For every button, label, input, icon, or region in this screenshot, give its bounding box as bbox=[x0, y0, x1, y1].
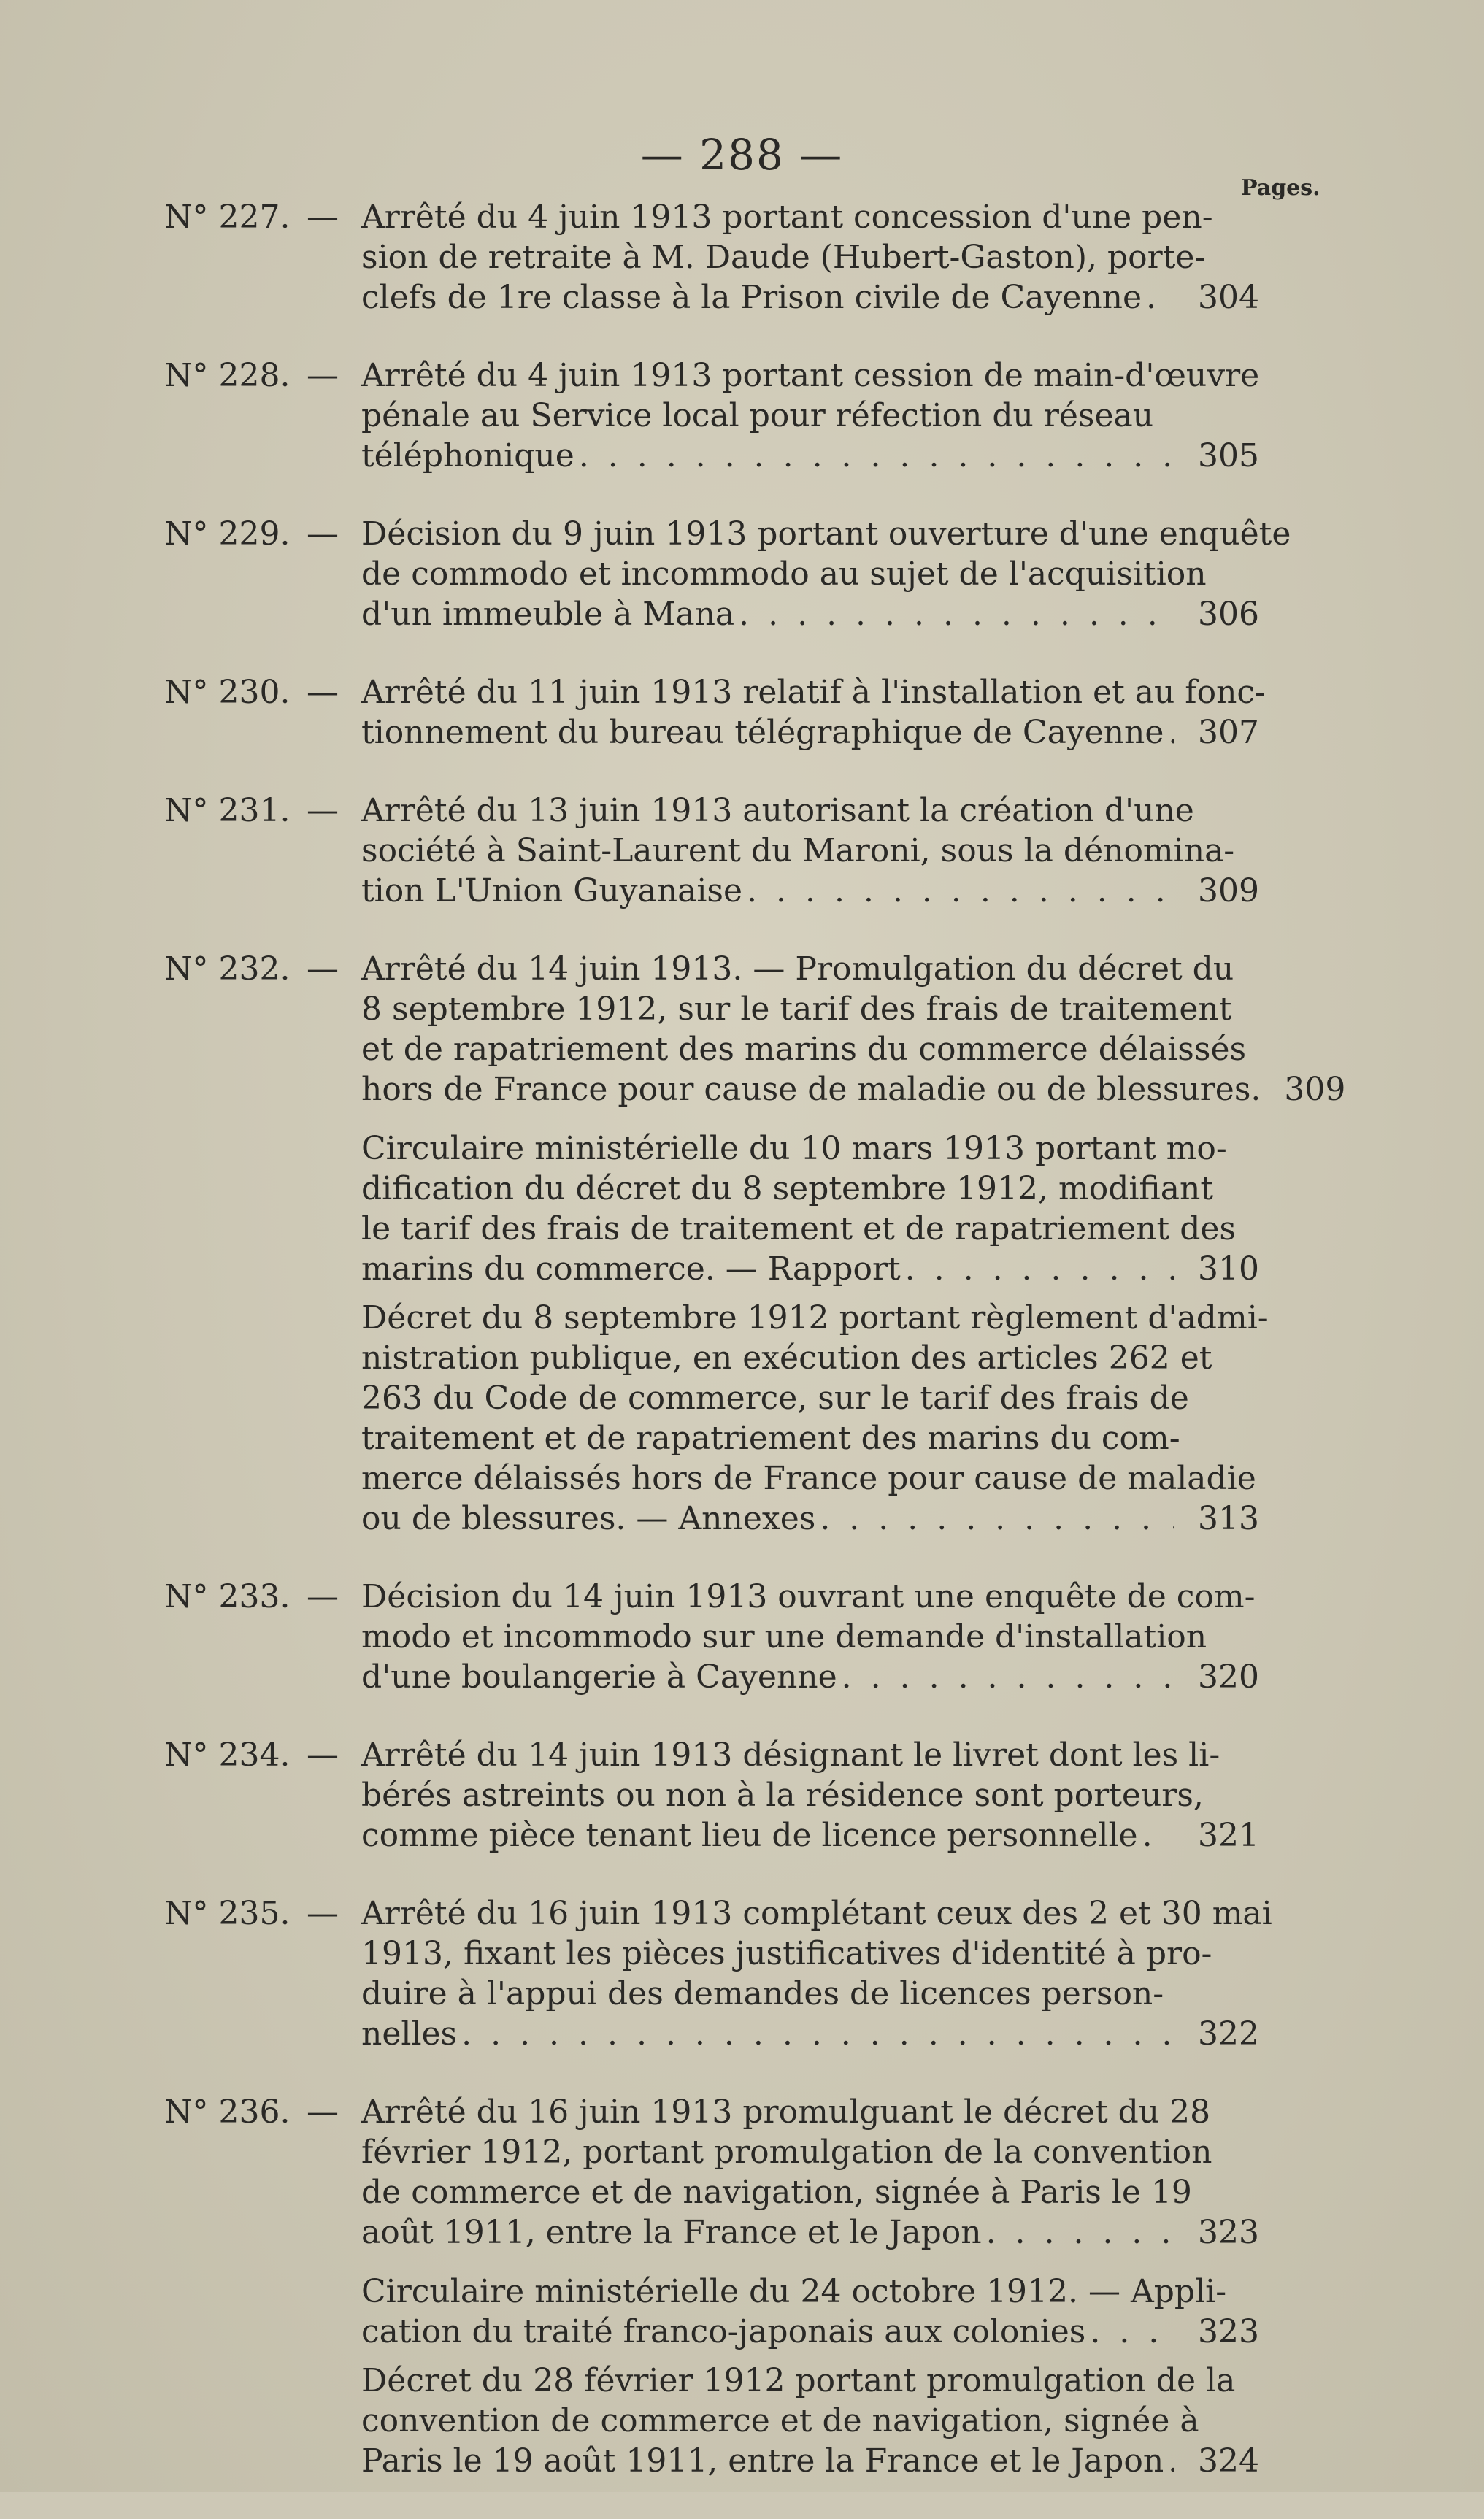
entry-line: pénale au Service local pour réfection du réseau bbox=[361, 397, 1154, 434]
entry-line: de commerce et de navigation, signée à Paris le 19 bbox=[361, 2174, 1192, 2211]
entry-text bbox=[361, 355, 1260, 476]
entry-line: comme pièce tenant lieu de licence personnelle bbox=[361, 1817, 1138, 1854]
page-reference: 323 bbox=[1198, 2214, 1259, 2251]
dot-leader bbox=[461, 2014, 1174, 2054]
toc-entry bbox=[0, 949, 1484, 1109]
toc-entry bbox=[0, 197, 1484, 318]
entry-line: Décret du 8 septembre 1912 portant règlement d'admi- bbox=[361, 1299, 1269, 1337]
entry-dash: — bbox=[307, 199, 339, 236]
entry-number: N° 235. bbox=[164, 1895, 291, 1932]
entry-line: nistration publique, en exécution des articles 262 et bbox=[361, 1339, 1212, 1377]
page-reference: 309 bbox=[1284, 1071, 1346, 1108]
toc-entry bbox=[0, 355, 1484, 476]
dot-leader bbox=[579, 436, 1174, 476]
entry-line: Paris le 19 août 1911, entre la France et le Japon bbox=[361, 2442, 1164, 2480]
pages-column-label: Pages. bbox=[1241, 175, 1320, 201]
entry-text bbox=[361, 197, 1259, 318]
entry-line: hors de France pour cause de maladie ou de blessures. bbox=[361, 1071, 1261, 1108]
entry-line: clefs de 1re classe à la Prison civile de Cayenne bbox=[361, 279, 1142, 316]
page-reference: 324 bbox=[1198, 2442, 1259, 2480]
page-reference: 309 bbox=[1198, 872, 1259, 909]
dot-leader bbox=[1090, 2312, 1174, 2352]
entry-text bbox=[361, 2092, 1259, 2253]
entry-line: tionnement du bureau télégraphique de Cayenne bbox=[361, 714, 1164, 751]
entry-number: N° 233. bbox=[164, 1578, 291, 1615]
entry-line: duire à l'appui des demandes de licences person- bbox=[361, 1975, 1164, 2012]
page-reference: 305 bbox=[1198, 437, 1259, 474]
entry-line: bérés astreints ou non à la résidence sont porteurs, bbox=[361, 1777, 1204, 1814]
entry-text bbox=[361, 672, 1266, 753]
entry-dash: — bbox=[307, 1737, 339, 1774]
entry-line: cation du traité franco-japonais aux colonies bbox=[361, 2313, 1086, 2350]
dot-leader bbox=[739, 594, 1174, 634]
entry-dash: — bbox=[307, 792, 339, 829]
entry-number: N° 228. bbox=[164, 357, 291, 394]
toc-entry bbox=[0, 1577, 1484, 1697]
page-reference: 313 bbox=[1198, 1500, 1259, 1537]
entry-line: Arrêté du 16 juin 1913 promulguant le décret du 28 bbox=[361, 2093, 1211, 2131]
toc-subentry bbox=[0, 1128, 1484, 1289]
entry-line: février 1912, portant promulgation de la convention bbox=[361, 2134, 1212, 2171]
page-reference: 307 bbox=[1198, 714, 1259, 751]
page-reference: 306 bbox=[1198, 596, 1259, 633]
page-reference: 323 bbox=[1198, 2313, 1259, 2350]
dot-leader bbox=[1168, 2441, 1174, 2481]
entry-line: Décret du 28 février 1912 portant promulgation de la bbox=[361, 2362, 1236, 2399]
entry-number: N° 231. bbox=[164, 792, 291, 829]
entry-line: le tarif des frais de traitement et de rapatriement des bbox=[361, 1210, 1236, 1247]
table-of-contents bbox=[0, 197, 1484, 2519]
entry-line: de commodo et incommodo au sujet de l'acquisition bbox=[361, 555, 1207, 593]
entry-text bbox=[361, 514, 1291, 634]
toc-entry bbox=[0, 514, 1484, 634]
dot-leader bbox=[747, 871, 1174, 911]
entry-line: Arrêté du 16 juin 1913 complétant ceux des 2 et 30 mai bbox=[361, 1895, 1272, 1932]
toc-subentry bbox=[0, 2361, 1484, 2481]
page-reference: 320 bbox=[1198, 1658, 1259, 1696]
toc-entry bbox=[0, 1893, 1484, 2054]
entry-line: Circulaire ministérielle du 24 octobre 1912. — Appli- bbox=[361, 2273, 1227, 2310]
entry-text bbox=[361, 2272, 1259, 2352]
toc-entry bbox=[0, 791, 1484, 911]
dot-leader bbox=[905, 1249, 1174, 1289]
entry-line: ou de blessures. — Annexes bbox=[361, 1500, 816, 1537]
toc-entry bbox=[0, 2092, 1484, 2253]
entry-line: août 1911, entre la France et le Japon bbox=[361, 2214, 982, 2251]
entry-dash: — bbox=[307, 515, 339, 553]
entry-line: Arrêté du 4 juin 1913 portant concession d'une pen- bbox=[361, 199, 1213, 236]
toc-subentry bbox=[0, 1298, 1484, 1539]
entry-text bbox=[361, 949, 1346, 1109]
entry-text bbox=[361, 1893, 1272, 2054]
entry-line: dification du décret du 8 septembre 1912, modifiant bbox=[361, 1170, 1214, 1207]
entry-line: convention de commerce et de navigation, signée à bbox=[361, 2402, 1199, 2439]
entry-line: téléphonique bbox=[361, 437, 574, 474]
entry-line: d'une boulangerie à Cayenne bbox=[361, 1658, 837, 1696]
entry-line: Arrêté du 14 juin 1913 désignant le livret dont les li- bbox=[361, 1737, 1220, 1774]
entry-line: 1913, fixant les pièces justificatives d'identité à pro- bbox=[361, 1935, 1212, 1972]
entry-line: Arrêté du 13 juin 1913 autorisant la création d'une bbox=[361, 792, 1194, 829]
dot-leader bbox=[986, 2212, 1174, 2253]
entry-number: N° 227. bbox=[164, 199, 291, 236]
page-reference: 322 bbox=[1198, 2015, 1259, 2053]
toc-entry bbox=[0, 1735, 1484, 1855]
entry-number: N° 234. bbox=[164, 1737, 291, 1774]
entry-dash: — bbox=[307, 950, 339, 988]
entry-line: 8 septembre 1912, sur le tarif des frais de traitement bbox=[361, 991, 1232, 1028]
entry-number: N° 236. bbox=[164, 2093, 291, 2131]
entry-dash: — bbox=[307, 1895, 339, 1932]
entry-line: Arrêté du 11 juin 1913 relatif à l'installation et au fonc- bbox=[361, 674, 1266, 711]
dot-leader bbox=[1168, 712, 1174, 753]
entry-line: Circulaire ministérielle du 10 mars 1913 portant mo- bbox=[361, 1130, 1227, 1167]
entry-number: N° 229. bbox=[164, 515, 291, 553]
dot-leader bbox=[842, 1657, 1174, 1697]
entry-line: société à Saint-Laurent du Maroni, sous la dénomina- bbox=[361, 832, 1235, 869]
entry-line: Décision du 9 juin 1913 portant ouverture d'une enquête bbox=[361, 515, 1291, 553]
entry-dash: — bbox=[307, 357, 339, 394]
entry-line: tion L'Union Guyanaise bbox=[361, 872, 743, 909]
entry-line: et de rapatriement des marins du commerce délaissés bbox=[361, 1031, 1247, 1068]
entry-line: Décision du 14 juin 1913 ouvrant une enquête de com- bbox=[361, 1578, 1256, 1615]
page-reference: 304 bbox=[1198, 279, 1259, 316]
entry-line: sion de retraite à M. Daude (Hubert-Gaston), porte- bbox=[361, 239, 1206, 276]
page-reference: 321 bbox=[1198, 1817, 1259, 1854]
entry-number: N° 232. bbox=[164, 950, 291, 988]
entry-line: d'un immeuble à Mana bbox=[361, 596, 735, 633]
dot-leader bbox=[820, 1499, 1174, 1539]
entry-line: traitement et de rapatriement des marins du com- bbox=[361, 1420, 1180, 1457]
toc-entry bbox=[0, 672, 1484, 753]
entry-dash: — bbox=[307, 2093, 339, 2131]
page-reference: 310 bbox=[1198, 1250, 1259, 1288]
entry-text bbox=[361, 1577, 1259, 1697]
entry-text bbox=[361, 791, 1259, 911]
entry-text bbox=[361, 1128, 1259, 1289]
entry-line: modo et incommodo sur une demande d'installation bbox=[361, 1618, 1207, 1655]
toc-subentry bbox=[0, 2272, 1484, 2352]
entry-line: 263 du Code de commerce, sur le tarif des frais de bbox=[361, 1380, 1189, 1417]
entry-number: N° 230. bbox=[164, 674, 291, 711]
entry-text bbox=[361, 2361, 1259, 2481]
dot-leader bbox=[1142, 1815, 1174, 1855]
entry-line: Arrêté du 4 juin 1913 portant cession de main-d'œuvre bbox=[361, 357, 1260, 394]
entry-dash: — bbox=[307, 1578, 339, 1615]
entry-text bbox=[361, 1298, 1269, 1539]
page-number: — 288 — bbox=[640, 130, 844, 180]
dot-leader bbox=[1146, 277, 1174, 318]
entry-line: nelles bbox=[361, 2015, 458, 2053]
entry-line: merce délaissés hors de France pour cause de maladie bbox=[361, 1460, 1256, 1497]
entry-text bbox=[361, 1735, 1259, 1855]
entry-dash: — bbox=[307, 674, 339, 711]
entry-line: marins du commerce. — Rapport bbox=[361, 1250, 901, 1288]
entry-line: Arrêté du 14 juin 1913. — Promulgation du décret du bbox=[361, 950, 1234, 988]
